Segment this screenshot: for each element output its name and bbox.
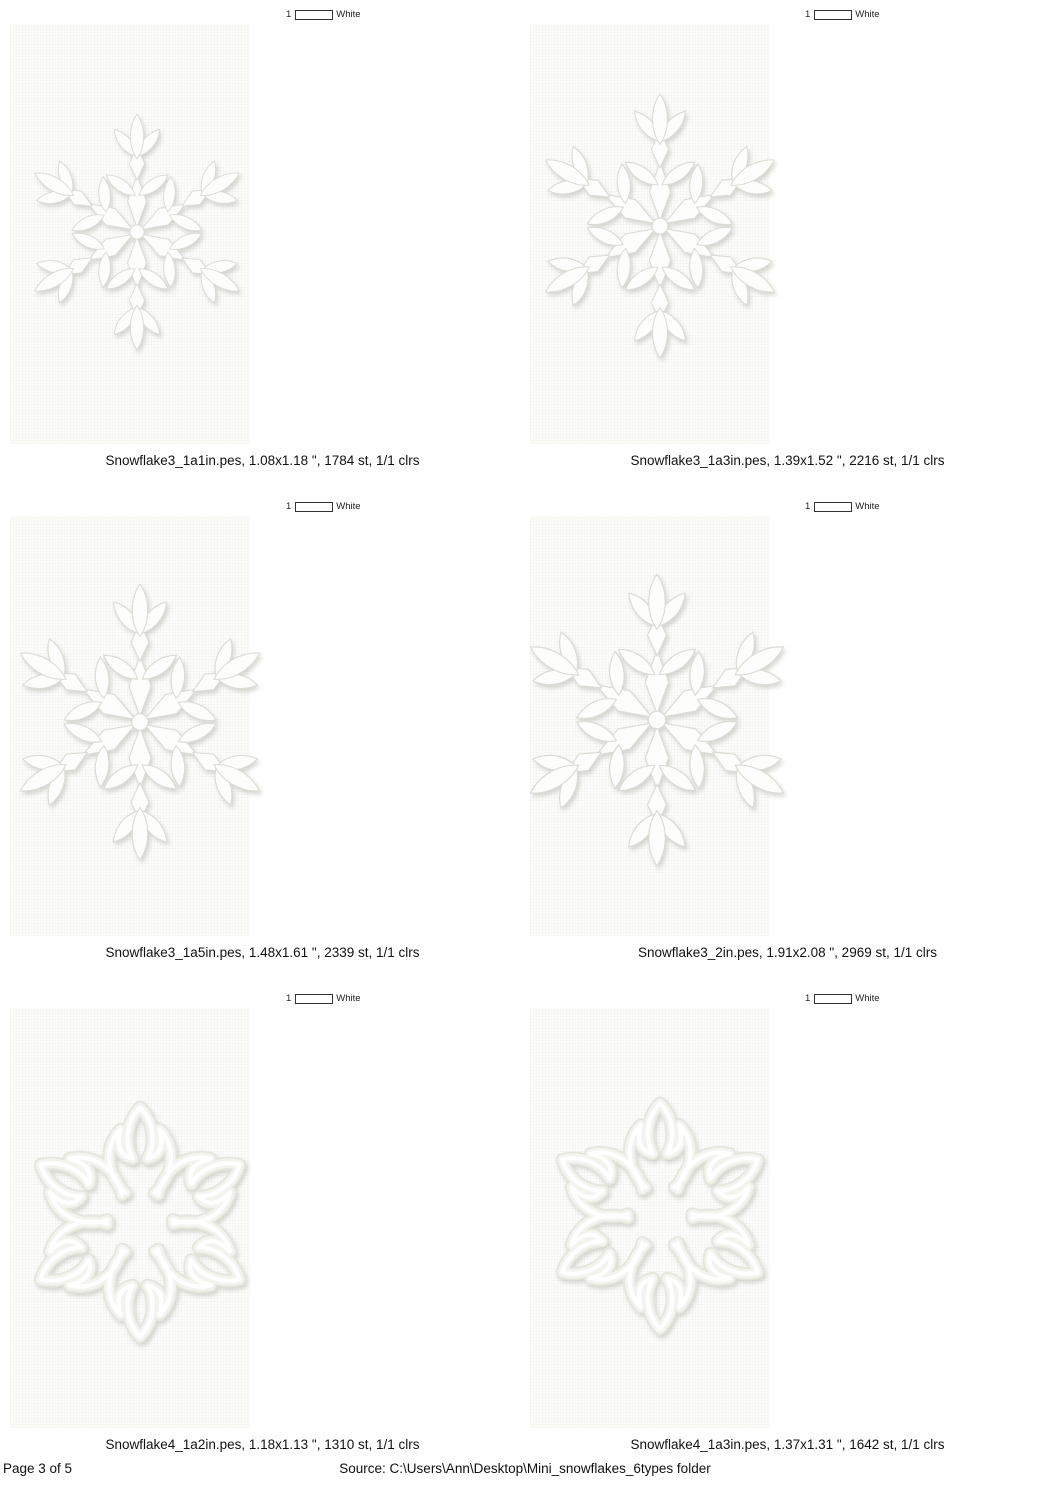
- thread-color-name: White: [336, 9, 361, 20]
- thread-color-legend: [805, 500, 880, 514]
- thread-color-name: White: [855, 9, 880, 20]
- thread-number: 1: [286, 501, 292, 512]
- design-caption: Snowflake3_1a1in.pes, 1.08x1.18 ", 1784 st, 1/1 clrs: [105, 453, 420, 468]
- thread-color-name: White: [855, 501, 880, 512]
- thread-color-swatch: [814, 502, 852, 512]
- page-number: Page 3 of 5: [3, 1461, 73, 1476]
- design-caption: Snowflake4_1a2in.pes, 1.18x1.13 ", 1310 st, 1/1 clrs: [105, 1437, 420, 1452]
- stitch-preview: [10, 24, 250, 444]
- thread-color-name: White: [855, 993, 880, 1004]
- stitch-preview: [530, 24, 770, 444]
- stitch-preview: [530, 516, 770, 936]
- thread-color-swatch: [814, 10, 852, 20]
- source-path: Source: C:\Users\Ann\Desktop\Mini_snowflakes_6types folder: [339, 1461, 711, 1476]
- thread-color-legend: [286, 8, 361, 22]
- thread-color-swatch: [295, 994, 333, 1004]
- thread-number: 1: [805, 9, 811, 20]
- thread-color-legend: [805, 992, 880, 1006]
- thread-color-swatch: [814, 994, 852, 1004]
- thread-color-legend: [286, 992, 361, 1006]
- design-caption: Snowflake3_1a5in.pes, 1.48x1.61 ", 2339 st, 1/1 clrs: [105, 945, 420, 960]
- stitch-preview: [530, 1008, 770, 1428]
- snowflake-embroidery-image: [18, 1100, 262, 1344]
- thread-number: 1: [286, 993, 292, 1004]
- snowflake-embroidery-image: [19, 114, 255, 350]
- thread-number: 1: [805, 501, 811, 512]
- snowflake-embroidery-image: [528, 94, 792, 358]
- thread-color-name: White: [336, 501, 361, 512]
- design-caption: Snowflake3_1a3in.pes, 1.39x1.52 ", 2216 st, 1/1 clrs: [630, 453, 945, 468]
- thread-color-legend: [805, 8, 880, 22]
- thread-color-swatch: [295, 502, 333, 512]
- thread-number: 1: [805, 993, 811, 1004]
- design-caption: Snowflake4_1a3in.pes, 1.37x1.31 ", 1642 st, 1/1 clrs: [630, 1437, 945, 1452]
- design-caption: Snowflake3_2in.pes, 1.91x2.08 ", 2969 st, 1/1 clrs: [638, 945, 937, 960]
- thread-color-name: White: [336, 993, 361, 1004]
- snowflake-embroidery-image: [2, 584, 278, 860]
- thread-number: 1: [286, 9, 292, 20]
- snowflake-embroidery-image: [511, 574, 803, 866]
- stitch-preview: [10, 1008, 250, 1428]
- stitch-preview: [10, 516, 250, 936]
- thread-color-swatch: [295, 10, 333, 20]
- snowflake-embroidery-image: [540, 1096, 780, 1336]
- thread-color-legend: [286, 500, 361, 514]
